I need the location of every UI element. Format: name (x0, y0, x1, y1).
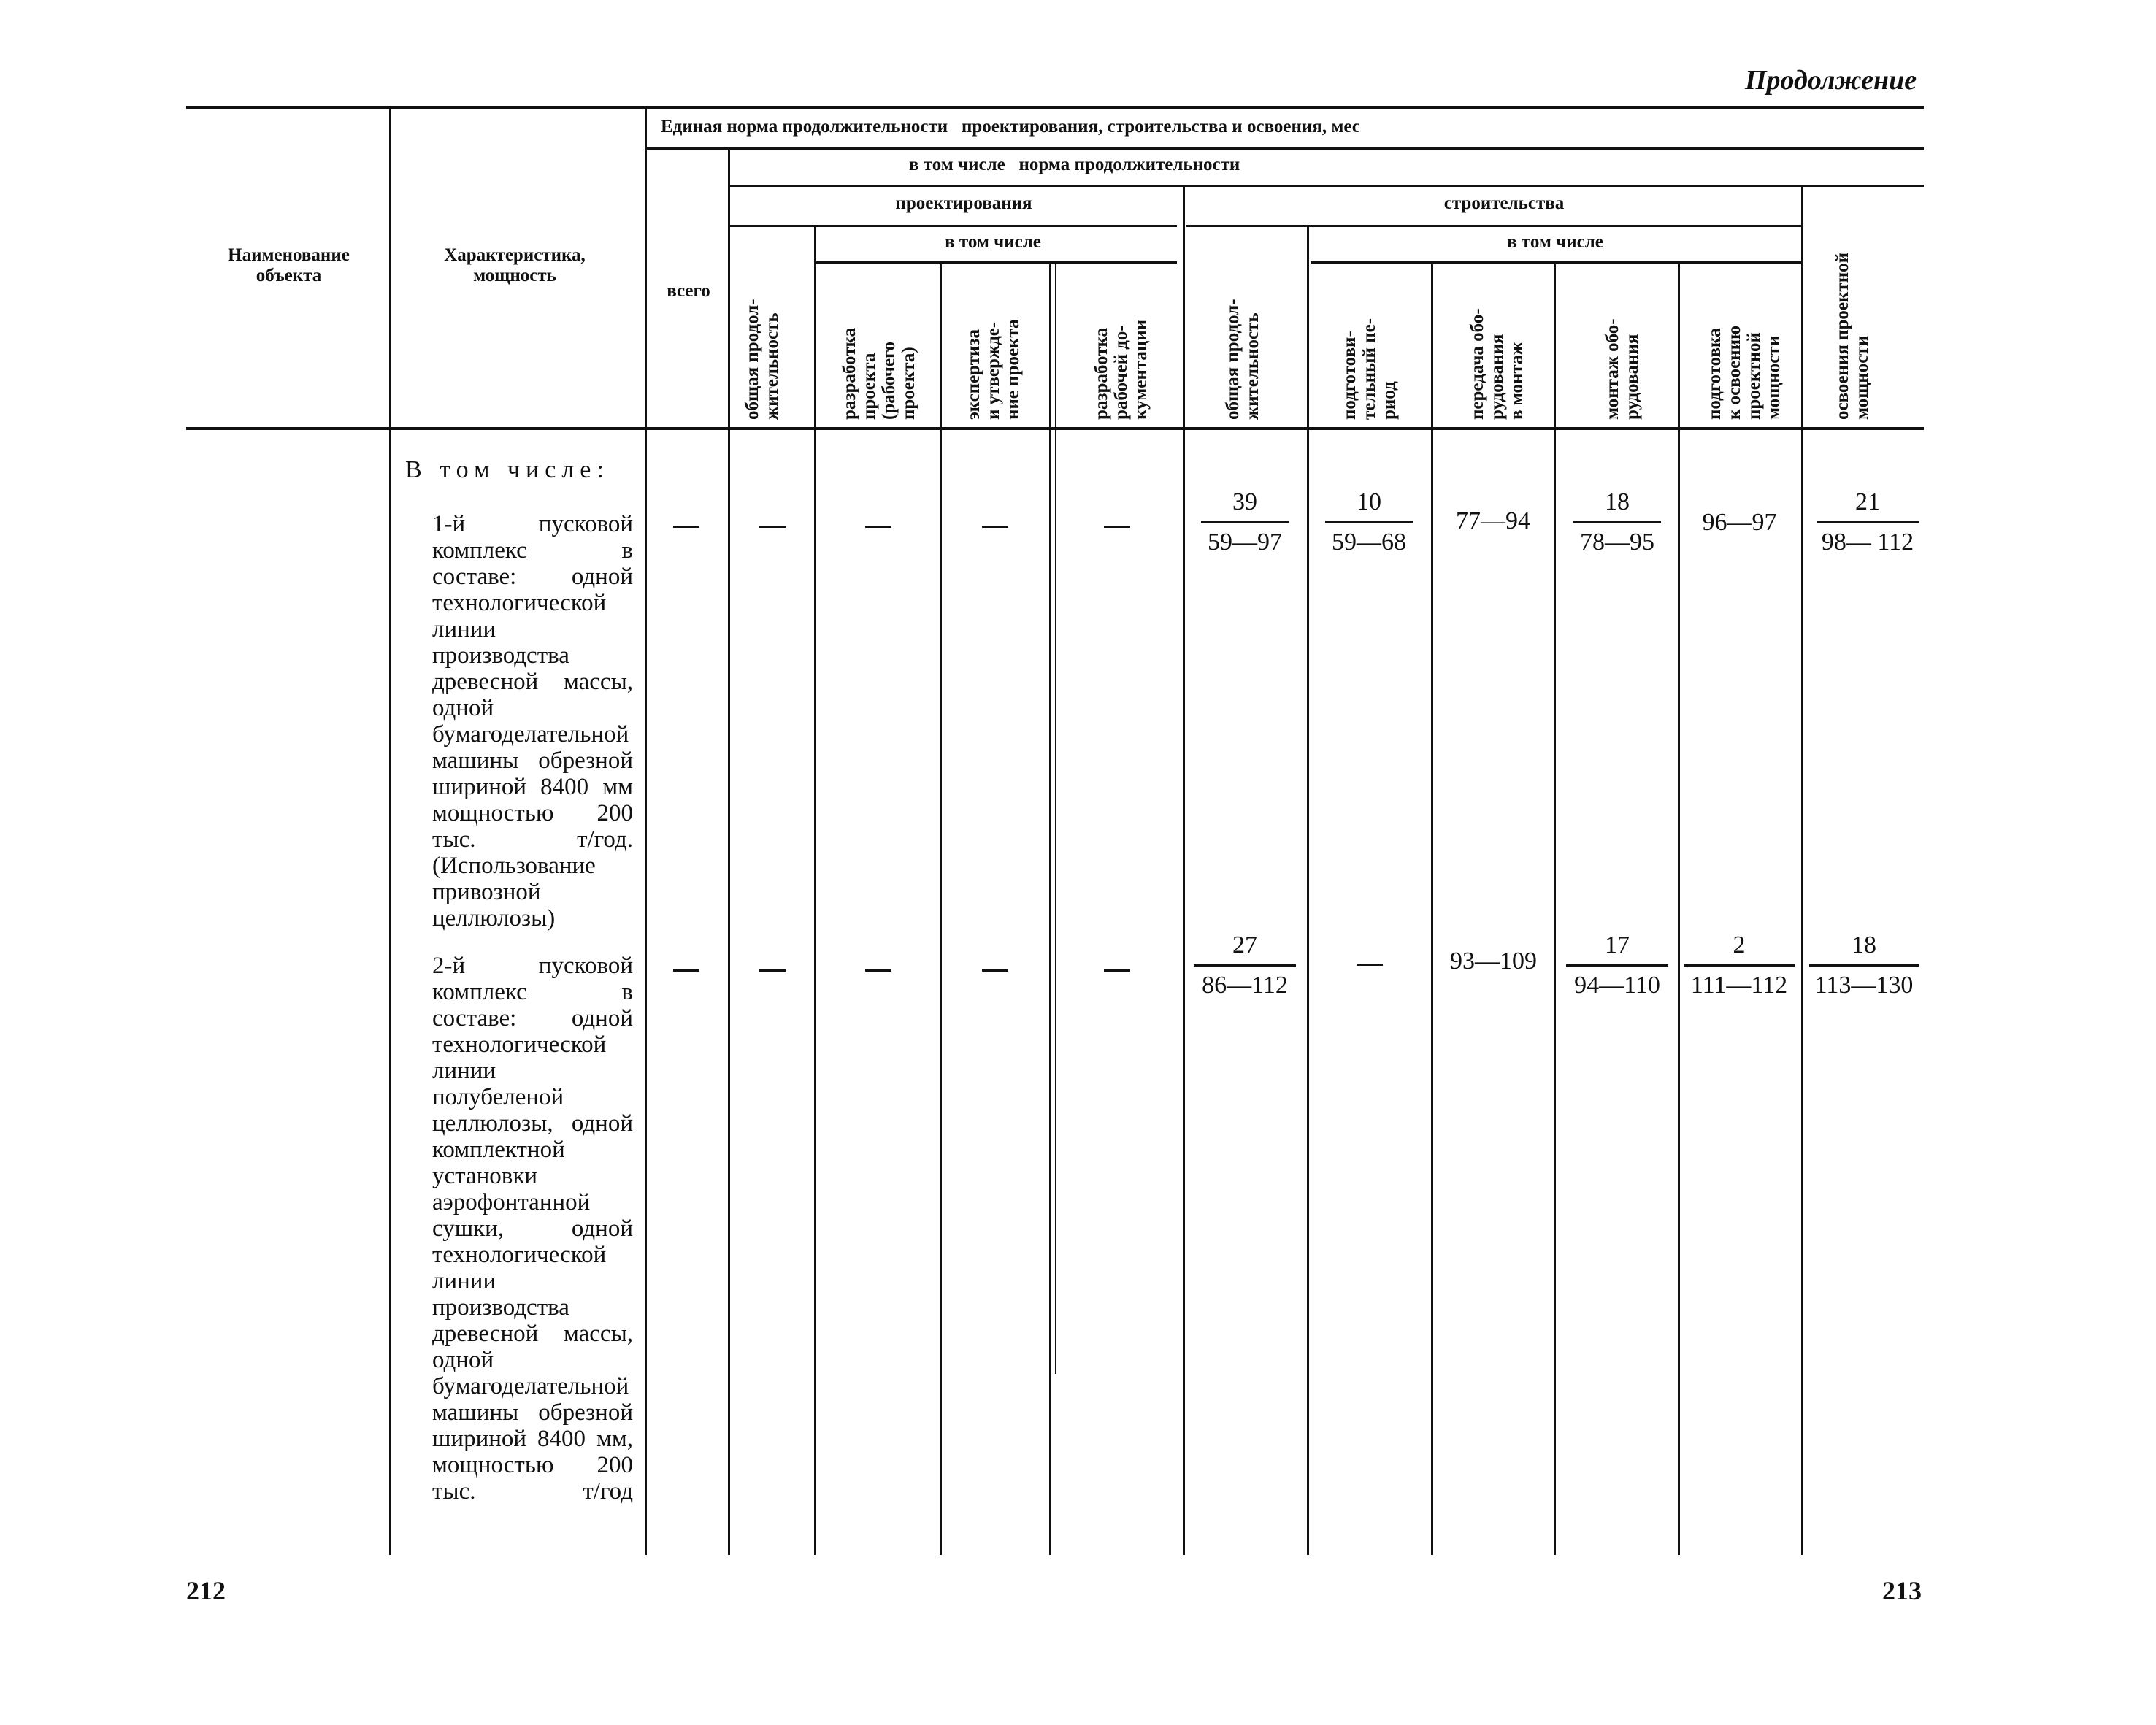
header-rule-unified (646, 147, 1924, 150)
header-design-exam: экспертиза и утвержде- ние проекта (964, 319, 1023, 420)
row-2-text: 2-й пусковой комплекс в составе: одной технологической линии полубеленой целлюлозы, одной комплектной установки аэрофонтанной сушки, одной технологической линии производства древесной массы, одной бумагоделательной машины обрезной шириной 8400 мм, мощностью 200 тыс. т/год (432, 953, 633, 1505)
header-constr-transfer: передача обо- рудования в монтаж (1468, 308, 1527, 420)
header-unified-norm: Единая норма продолжительности проектирования, строительства и освоения, мес (661, 117, 1360, 137)
table-top-rule (186, 106, 1924, 109)
row-1-constr-transfer: 77—94 (1456, 507, 1530, 534)
row-2-constr-prep-dev: 2 111—112 (1684, 931, 1795, 1000)
section-label: В том числе: (405, 456, 610, 483)
continuation-label: Продолжение (1745, 65, 1917, 96)
header-constr-total: общая продол- жительность (1223, 299, 1262, 420)
row-1-design-work-docs (1104, 526, 1130, 528)
header-constr-prep-dev: подготовка к освоению проектной мощности (1705, 325, 1784, 420)
header-name: Наименование объекта (228, 245, 350, 285)
header-rule-construction-including (1311, 261, 1801, 264)
row-1-constr-prep: 10 59—68 (1325, 488, 1413, 557)
header-constr-install: монтаж обо- рудования (1603, 318, 1642, 420)
col-rule-9 (1431, 264, 1433, 1555)
row-2-design-exam (982, 969, 1008, 972)
header-including-norm: в том числе норма продолжительности (909, 155, 1240, 174)
row-1-text: 1-й пусковой комплекс в составе: одной технологической линии производства древесной массы, одной бумагоделательной машины обрезной шириной 8400 мм мощностью 200 тыс. т/год. (Использование привозной целлюлозы) (432, 511, 633, 931)
header-total: всего (667, 281, 710, 301)
row-1-design-dev (865, 526, 891, 528)
row-2-constr-install: 17 94—110 (1566, 931, 1668, 1000)
col-rule-5 (940, 264, 942, 1555)
header-construction: строительства (1443, 193, 1565, 213)
header-constr-prep: подготови- тельный пе- риод (1340, 318, 1399, 420)
row-1-constr-install: 18 78—95 (1573, 488, 1661, 557)
row-2-constr-transfer: 93—109 (1450, 948, 1537, 975)
row-2-design-dev (865, 969, 891, 972)
row-2-design-total (759, 969, 786, 972)
row-1-constr-prep-dev: 96—97 (1702, 509, 1777, 536)
header-design-including: в том числе (945, 232, 1041, 252)
col-rule-7 (1183, 186, 1185, 1555)
col-rule-1 (389, 108, 391, 1555)
col-rule-6 (1049, 264, 1051, 1555)
header-rule-design-including (814, 261, 1177, 264)
row-2-constr-prep (1357, 964, 1383, 966)
row-1-constr-total: 39 59—97 (1201, 488, 1289, 557)
col-rule-10 (1554, 264, 1556, 1555)
header-design-work-docs: разработка рабочей до- кументации (1092, 319, 1151, 420)
row-1-design-exam (982, 526, 1008, 528)
col-rule-4 (814, 226, 816, 1555)
header-rule-construction (1186, 225, 1801, 227)
row-2-development: 18 113—130 (1809, 931, 1919, 1000)
page-number-left: 212 (186, 1576, 226, 1605)
col-rule-12 (1801, 186, 1803, 1555)
header-design: проектирования (895, 193, 1032, 213)
page-number-right: 213 (1882, 1576, 1922, 1605)
col-rule-3 (728, 150, 730, 1555)
row-2-design-work-docs (1104, 969, 1130, 972)
row-2-constr-total: 27 86—112 (1194, 931, 1296, 1000)
col-rule-6b (1055, 264, 1056, 1374)
header-characteristic: Характеристика, мощность (444, 245, 586, 285)
header-design-dev: разработка проекта (рабочего проекта) (840, 327, 918, 420)
row-1-design-total (759, 526, 786, 528)
header-design-total: общая продол- жительность (743, 299, 782, 420)
col-rule-11 (1678, 264, 1680, 1555)
header-construction-including: в том числе (1507, 232, 1603, 252)
row-2-total (673, 969, 699, 972)
col-rule-8 (1307, 226, 1309, 1555)
header-rule-design (730, 225, 1177, 227)
col-rule-2 (645, 108, 647, 1555)
header-development: освоения проектной мощности (1833, 252, 1872, 420)
row-1-development: 21 98— 112 (1817, 488, 1919, 557)
row-1-total (673, 526, 699, 528)
header-rule-including (730, 185, 1924, 187)
